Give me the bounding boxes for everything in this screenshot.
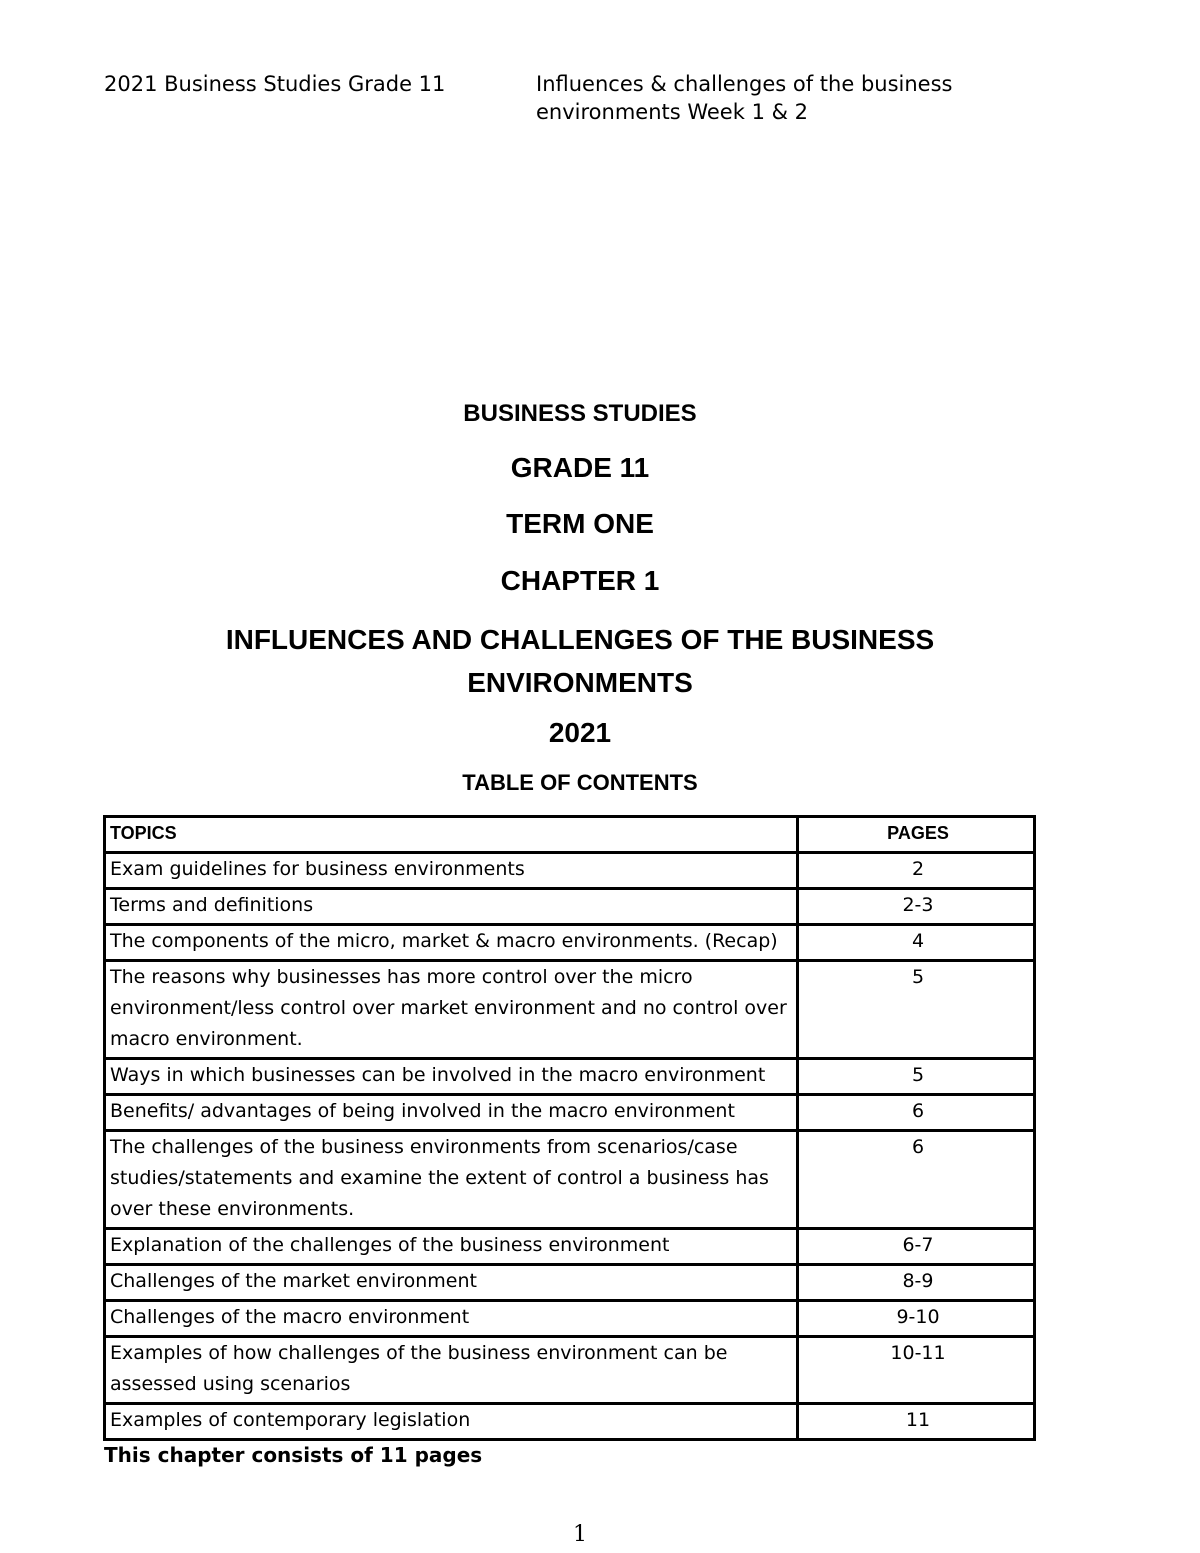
table-row <box>105 1229 1035 1265</box>
toc-pages-cell: 2-3 <box>798 889 1035 925</box>
toc-topic-cell: Benefits/ advantages of being involved in the macro environment <box>105 1095 798 1131</box>
header-right <box>536 70 996 126</box>
toc-pages-cell: 2 <box>798 853 1035 889</box>
toc-topic-cell: Challenges of the market environment <box>105 1265 798 1301</box>
header-right-line1: Influences & challenges of the business <box>536 72 953 96</box>
toc-topic-cell: Examples of how challenges of the business environment can be assessed using scenarios <box>105 1337 798 1404</box>
toc-topic-cell: The reasons why businesses has more control over the micro environment/less control over market environment and no control over macro environment. <box>105 961 798 1059</box>
table-row <box>105 1337 1035 1404</box>
toc-topic-cell: The challenges of the business environments from scenarios/case studies/statements and examine the extent of control a business has over these environments. <box>105 1131 798 1229</box>
toc-topic-cell: Explanation of the challenges of the business environment <box>105 1229 798 1265</box>
table-row <box>105 1404 1035 1440</box>
table-row <box>105 961 1035 1059</box>
toc-header-topics: TOPICS <box>105 817 798 853</box>
table-row <box>105 853 1035 889</box>
toc-pages-cell: 5 <box>798 1059 1035 1095</box>
year-title: 2021 <box>548 717 612 748</box>
toc-pages-cell: 5 <box>798 961 1035 1059</box>
toc-topic-cell: The components of the micro, market & macro environments. (Recap) <box>105 925 798 961</box>
chapter-name-line1: INFLUENCES AND CHALLENGES OF THE BUSINESS <box>225 624 935 655</box>
grade-title: GRADE 11 <box>510 452 650 483</box>
chapter-name-line2: ENVIRONMENTS <box>467 667 693 698</box>
page-number: 1 <box>573 1522 587 1547</box>
toc-pages-cell: 11 <box>798 1404 1035 1440</box>
toc-pages-cell: 8-9 <box>798 1265 1035 1301</box>
toc-heading: TABLE OF CONTENTS <box>462 770 698 795</box>
header-right-line2: environments Week 1 & 2 <box>536 100 809 124</box>
toc-topic-cell: Ways in which businesses can be involved in the macro environment <box>105 1059 798 1095</box>
toc-topic-cell: Challenges of the macro environment <box>105 1301 798 1337</box>
table-row <box>105 1265 1035 1301</box>
toc-topic-cell: Examples of contemporary legislation <box>105 1404 798 1440</box>
table-row <box>105 1059 1035 1095</box>
chapter-title: CHAPTER 1 <box>500 565 660 596</box>
toc-pages-cell: 9-10 <box>798 1301 1035 1337</box>
toc-pages-cell: 10-11 <box>798 1337 1035 1404</box>
table-row <box>105 925 1035 961</box>
toc-pages-cell: 6 <box>798 1095 1035 1131</box>
header-left: 2021 Business Studies Grade 11 <box>104 72 446 96</box>
toc-topic-cell: Exam guidelines for business environments <box>105 853 798 889</box>
term-title: TERM ONE <box>506 508 654 539</box>
toc-pages-cell: 6-7 <box>798 1229 1035 1265</box>
chapter-name <box>0 618 1160 704</box>
toc-header-row <box>105 817 1035 853</box>
toc-header-pages: PAGES <box>798 817 1035 853</box>
subject-title: BUSINESS STUDIES <box>463 400 697 427</box>
table-row <box>105 1131 1035 1229</box>
toc-pages-cell: 4 <box>798 925 1035 961</box>
table-row <box>105 1301 1035 1337</box>
chapter-page-count-note: This chapter consists of 11 pages <box>104 1443 483 1467</box>
table-row <box>105 889 1035 925</box>
table-row <box>105 1095 1035 1131</box>
toc-topic-cell: Terms and definitions <box>105 889 798 925</box>
table-of-contents <box>103 815 1036 1441</box>
toc-pages-cell: 6 <box>798 1131 1035 1229</box>
